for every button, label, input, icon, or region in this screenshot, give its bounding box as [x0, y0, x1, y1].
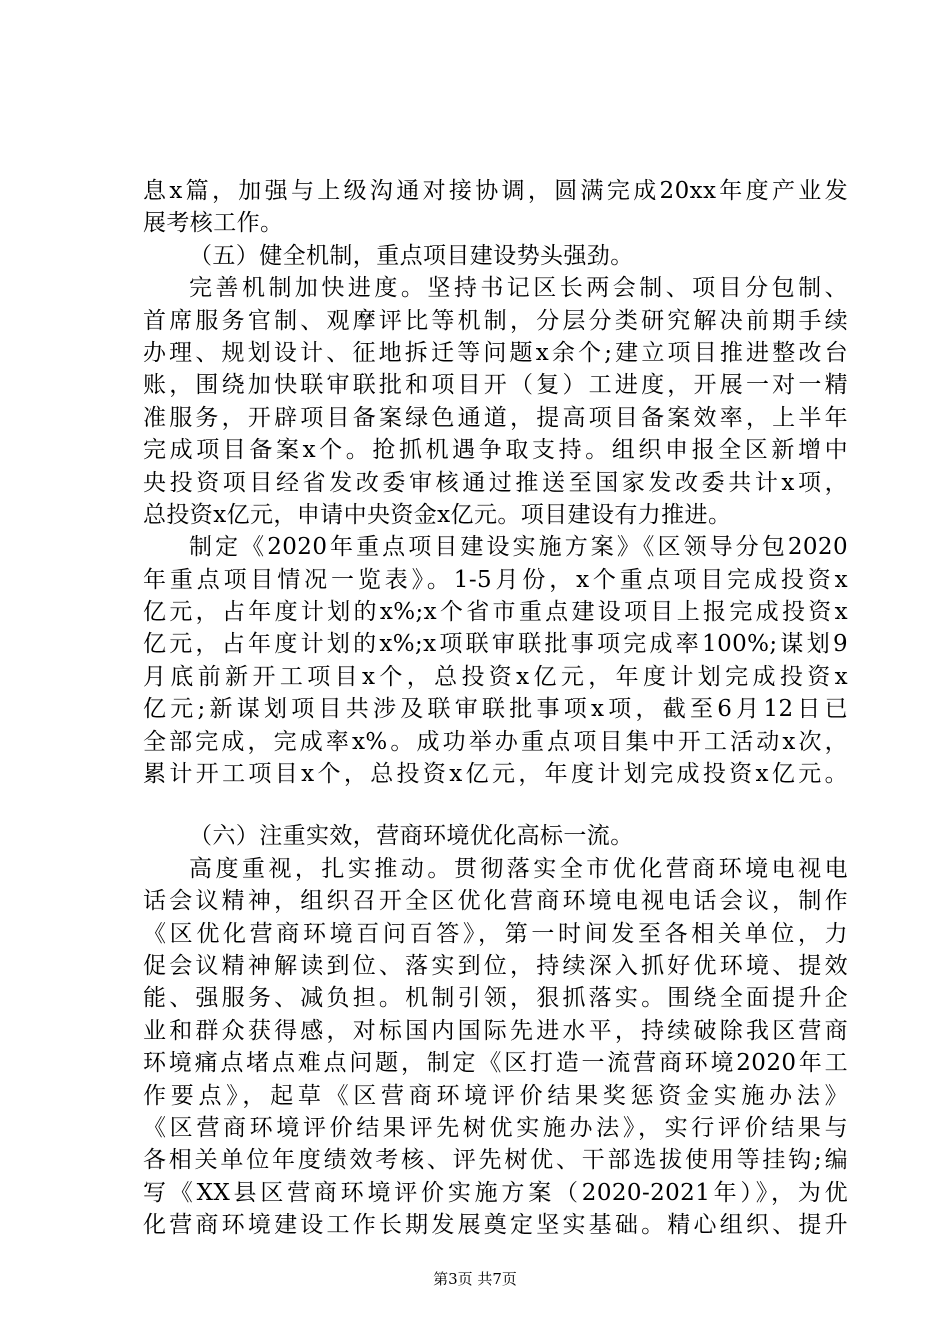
text-line: 作要点》，起草《区营商环境评价结果奖惩资金实施办法》 [143, 1082, 848, 1109]
text-line: 亿元;新谋划项目共涉及联审联批事项x项，截至6月12日已 [143, 696, 848, 723]
text-line: 月底前新开工项目x个，总投资x亿元，年度计划完成投资x [143, 663, 848, 690]
text-line: 各相关单位年度绩效考核、评先树优、干部选拔使用等挂钩;编 [143, 1147, 848, 1174]
page-footer [0, 1268, 950, 1289]
text-line: 完成项目备案x个。抢抓机遇争取支持。组织申报全区新增中 [143, 437, 848, 464]
text-line: 完善机制加快进度。坚持书记区长两会制、项目分包制、 [189, 275, 848, 302]
section-heading: （六）注重实效，营商环境优化高标一流。 [189, 823, 634, 850]
text-line: 话会议精神，组织召开全区优化营商环境电视电话会议，制作 [143, 888, 848, 915]
text-line: 账，围绕加快联审联批和项目开（复）工进度，开展一对一精 [143, 372, 848, 399]
text-line: 高度重视，扎实推动。贯彻落实全市优化营商环境电视电 [189, 855, 848, 882]
text-line: 《区优化营商环境百问百答》，第一时间发至各相关单位，力 [143, 920, 848, 947]
text-line: 亿元，占年度计划的x%;x个省市重点建设项目上报完成投资x [143, 599, 848, 626]
text-line: 首席服务官制、观摩评比等机制，分层分类研究解决前期手续 [143, 307, 848, 334]
text-line: 亿元，占年度计划的x%;x项联审联批事项完成率100%;谋划9 [143, 631, 848, 658]
paragraph-gap [143, 790, 848, 820]
text-line: 《区营商环境评价结果评先树优实施办法》，实行评价结果与 [143, 1114, 848, 1141]
text-line: 准服务，开辟项目备案绿色通道，提高项目备案效率，上半年 [143, 404, 848, 431]
text-line: 年重点项目情况一览表》。1-5月份，x个重点项目完成投资x [143, 566, 848, 593]
text-line: 环境痛点堵点难点问题，制定《区打造一流营商环境2020年工 [143, 1050, 848, 1077]
text-line: 展考核工作。 [143, 210, 284, 237]
text-line: 办理、规划设计、征地拆迁等问题x余个;建立项目推进整改台 [143, 339, 848, 366]
text-line: 制定《2020年重点项目建设实施方案》《区领导分包2020 [189, 534, 848, 561]
text-line: 全部完成，完成率x%。成功举办重点项目集中开工活动x次， [143, 728, 848, 755]
text-line: 总投资x亿元，申请中央资金x亿元。项目建设有力推进。 [143, 501, 732, 528]
text-line: 央投资项目经省发改委审核通过推送至国家发改委共计x项， [143, 469, 848, 496]
text-line: 化营商环境建设工作长期发展奠定坚实基础。精心组织、提升 [143, 1212, 848, 1239]
text-line: 息x篇，加强与上级沟通对接协调，圆满完成20xx年度产业发 [143, 178, 848, 204]
text-line: 促会议精神解读到位、落实到位，持续深入抓好优环境、提效 [143, 952, 848, 979]
document-body [143, 175, 848, 1242]
page-number: 第3页 共7页 [433, 1270, 517, 1288]
text-line: 写《XX县区营商环境评价实施方案（2020-2021年）》，为优 [143, 1179, 848, 1206]
section-heading: （五）健全机制，重点项目建设势头强劲。 [189, 242, 634, 269]
text-line: 能、强服务、减负担。机制引领，狠抓落实。围绕全面提升企 [143, 985, 848, 1012]
text-line: 业和群众获得感，对标国内国际先进水平，持续破除我区营商 [143, 1017, 848, 1044]
text-line: 累计开工项目x个，总投资x亿元，年度计划完成投资x亿元。 [143, 761, 848, 788]
